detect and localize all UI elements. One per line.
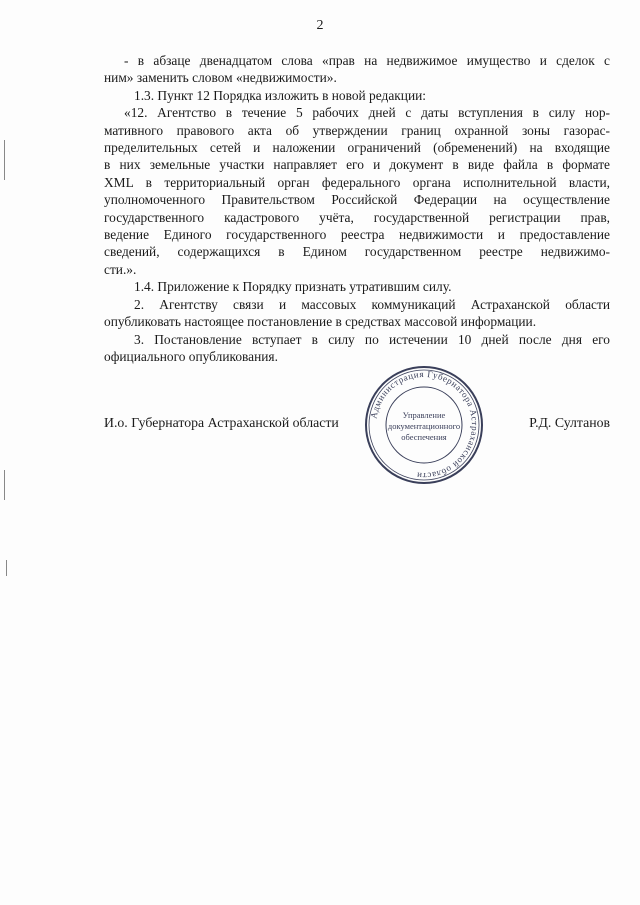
text-line: XML в территориальный орган федерального органа исполнительной власти, [104, 174, 610, 190]
paragraph-new-item-12 [104, 104, 610, 278]
scan-margin-mark [4, 470, 5, 500]
text-line: ведение Единого государственного реестра недвижимости и предоставление [104, 227, 610, 243]
text-line: государственного кадастрового учёта, государственной регистрации прав, [104, 209, 610, 225]
text-line: 2. Агентству связи и массовых коммуникаций Астраханской области [134, 296, 610, 312]
page-number: 2 [316, 18, 324, 33]
text-line: пределительных сетей и наложении ограничений (обременений) на входящие [104, 140, 610, 156]
paragraph-1-3 [104, 87, 610, 104]
official-seal-stamp [362, 363, 486, 487]
seal-graphic [362, 363, 486, 487]
text-line: уполномоченного Правительством Российской Федерации на осуществление [104, 192, 610, 208]
paragraph-amendment-1-2 [104, 52, 610, 87]
seal-center-line: документационного [387, 421, 461, 431]
text-line: официального опубликования. [104, 348, 278, 364]
seal-center-line: обеспечения [401, 432, 447, 442]
text-line: сти.». [104, 261, 137, 277]
seal-center-line: Управление [402, 410, 446, 420]
text-line: 1.4. Приложение к Порядку признать утратившим силу. [134, 279, 452, 295]
text-line: в них земельные участки направляет его и документ в виде файла в формате [104, 157, 610, 173]
text-line: опубликовать настоящее постановление в средствах массовой информации. [104, 314, 537, 330]
text-line: сведений, содержащихся в Едином государственном реестре недвижимо- [104, 244, 610, 260]
text-line: 1.3. Пункт 12 Порядка изложить в новой редакции: [134, 87, 426, 103]
signatory-name: Р.Д. Султанов [529, 415, 610, 430]
text-line: ним» заменить словом «недвижимости». [104, 70, 337, 86]
paragraph-3 [104, 331, 610, 366]
signatory-title: И.о. Губернатора Астраханской области [104, 415, 339, 430]
paragraph-1-4 [104, 278, 610, 295]
document-body [104, 52, 610, 365]
seal-outer-text: Администрация Губернатора Астраханской области [368, 368, 481, 482]
paragraph-2 [104, 296, 610, 331]
scan-margin-mark [4, 140, 5, 180]
text-line: 3. Постановление вступает в силу по истечении 10 дней после дня его [134, 331, 610, 347]
text-line: мативного правового акта об утверждении границ охранной зоны газорас- [104, 122, 610, 138]
scan-margin-mark [6, 560, 7, 576]
text-line: - в абзаце двенадцатом слова «прав на недвижимое имущество и сделок с [124, 53, 610, 68]
text-line: «12. Агентство в течение 5 рабочих дней с даты вступления в силу нор- [124, 105, 610, 121]
